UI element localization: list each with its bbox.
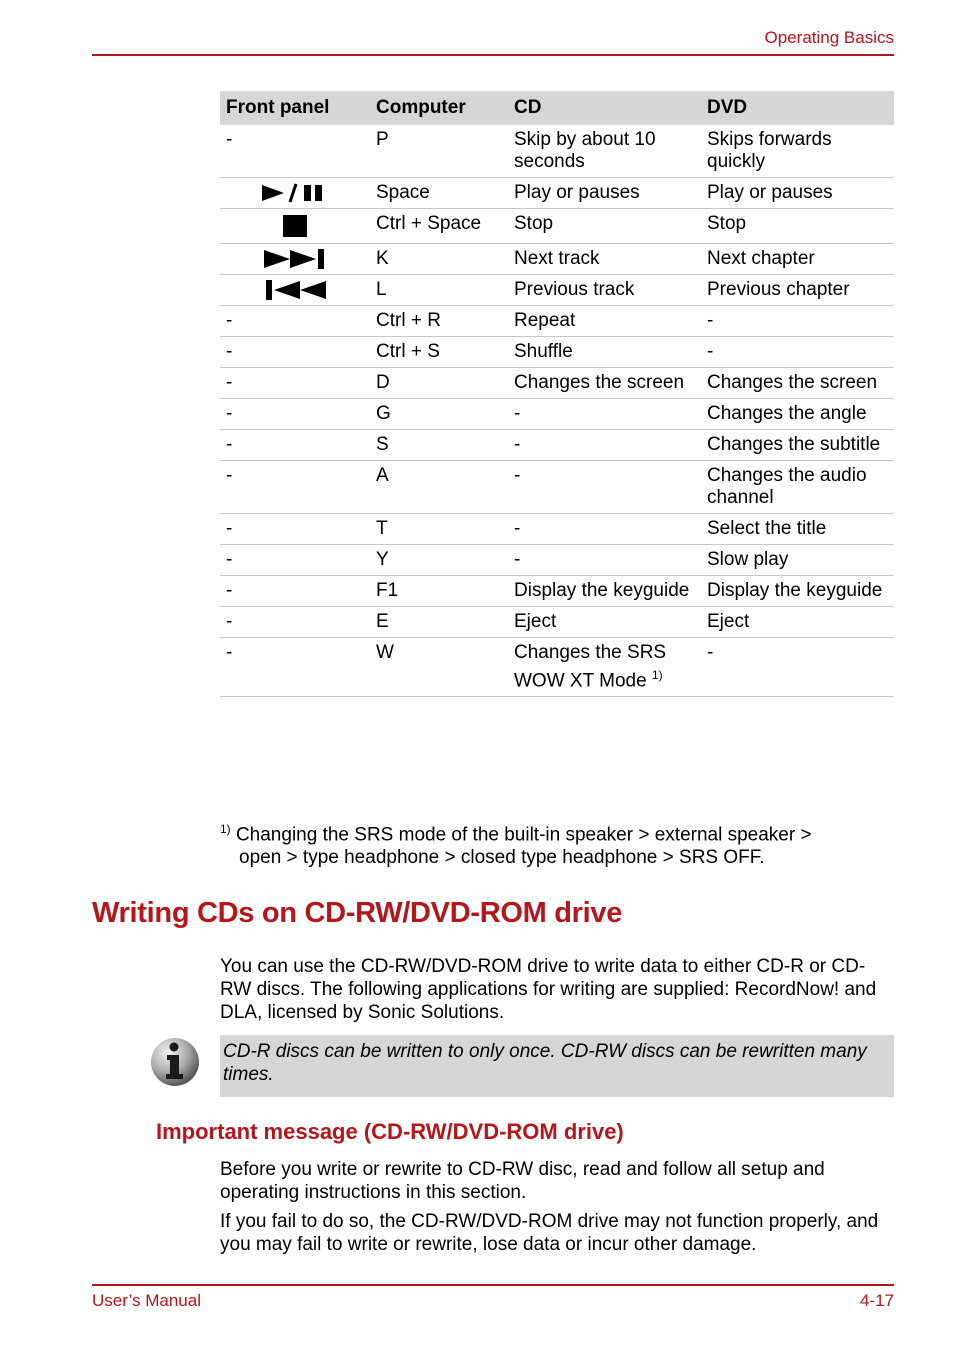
- cd-function-cell: -: [508, 430, 701, 461]
- page-number: 4-17: [859, 1291, 894, 1310]
- cd-function-cell: -: [508, 545, 701, 576]
- cd-function-cell: -: [508, 399, 701, 430]
- table-row: [220, 430, 894, 461]
- cd-function-cell: Next track: [508, 244, 701, 275]
- computer-key-cell: A: [370, 461, 508, 514]
- computer-key-cell: T: [370, 514, 508, 545]
- front-panel-cell: -: [220, 368, 370, 399]
- computer-key-cell: Ctrl + S: [370, 337, 508, 368]
- table-row: [220, 607, 894, 638]
- table-row: [220, 178, 894, 209]
- dvd-function-cell: Stop: [701, 209, 894, 244]
- cd-function-cell: Shuffle: [508, 337, 701, 368]
- table-row: [220, 275, 894, 306]
- front-panel-cell: -: [220, 337, 370, 368]
- dvd-function-cell: Previous chapter: [701, 275, 894, 306]
- table-row: [220, 576, 894, 607]
- cd-function-cell: Display the keyguide: [508, 576, 701, 607]
- footnote: [220, 818, 880, 869]
- paragraph-warning: If you fail to do so, the CD-RW/DVD-ROM drive may not function properly, and you may fail to write or rewrite, lose data or incur other damage.: [220, 1211, 879, 1255]
- footnote-reference: 1): [651, 668, 663, 683]
- running-header: Operating Basics: [764, 28, 894, 47]
- intro-paragraph: You can use the CD-RW/DVD-ROM drive to write data to either CD-R or CD-RW discs. The following applications for writing are supplied: RecordNow! and DLA, licensed by Sonic Solutions.: [220, 956, 877, 1023]
- column-header-front-panel: Front panel: [220, 91, 370, 125]
- front-panel-cell: -: [220, 576, 370, 607]
- computer-key-cell: Ctrl + R: [370, 306, 508, 337]
- previous-track-icon: [264, 279, 326, 301]
- info-icon: [149, 1036, 201, 1088]
- computer-key-cell: S: [370, 430, 508, 461]
- cd-function-cell: -: [508, 461, 701, 514]
- dvd-function-cell: Slow play: [701, 545, 894, 576]
- stop-icon: [282, 213, 308, 239]
- front-panel-cell: [220, 244, 370, 275]
- front-panel-cell: -: [220, 638, 370, 697]
- front-panel-cell: -: [220, 607, 370, 638]
- dvd-function-cell: -: [701, 337, 894, 368]
- computer-key-cell: P: [370, 125, 508, 178]
- computer-key-cell: Ctrl + Space: [370, 209, 508, 244]
- computer-key-cell: F1: [370, 576, 508, 607]
- cd-function-cell: Eject: [508, 607, 701, 638]
- table-row: [220, 337, 894, 368]
- note-text: CD-R discs can be written to only once. CD-RW discs can be rewritten many times.: [223, 1041, 867, 1085]
- play-pause-icon: [262, 182, 328, 204]
- dvd-function-cell: Select the title: [701, 514, 894, 545]
- computer-key-cell: D: [370, 368, 508, 399]
- computer-key-cell: K: [370, 244, 508, 275]
- front-panel-cell: -: [220, 399, 370, 430]
- cd-function-cell: Changes the screen: [508, 368, 701, 399]
- table-header-row: [220, 91, 894, 125]
- dvd-function-cell: Display the keyguide: [701, 576, 894, 607]
- dvd-function-cell: Next chapter: [701, 244, 894, 275]
- table-row: [220, 514, 894, 545]
- table-row: [220, 244, 894, 275]
- dvd-function-cell: Skips forwards quickly: [701, 125, 894, 178]
- column-header-cd: CD: [508, 91, 701, 125]
- dvd-function-cell: Changes the screen: [701, 368, 894, 399]
- table-row: [220, 545, 894, 576]
- cd-function-cell: -: [508, 514, 701, 545]
- computer-key-cell: Space: [370, 178, 508, 209]
- footnote-line2: open > type headphone > closed type headphone > SRS OFF.: [239, 847, 765, 869]
- cd-function-cell: Repeat: [508, 306, 701, 337]
- footnote-mark: 1): [220, 822, 231, 836]
- front-panel-cell: -: [220, 514, 370, 545]
- front-panel-cell: [220, 178, 370, 209]
- table-row: [220, 399, 894, 430]
- dvd-function-cell: Eject: [701, 607, 894, 638]
- dvd-function-cell: Changes the audio channel: [701, 461, 894, 514]
- cd-function-cell: Previous track: [508, 275, 701, 306]
- dvd-function-cell: Play or pauses: [701, 178, 894, 209]
- dvd-function-cell: Changes the subtitle: [701, 430, 894, 461]
- subsection-heading: Important message (CD-RW/DVD-ROM drive): [156, 1119, 624, 1144]
- key-function-table: [220, 91, 894, 697]
- front-panel-cell: -: [220, 430, 370, 461]
- footer-manual-title: User’s Manual: [92, 1291, 201, 1310]
- footer-rule: [92, 1284, 894, 1286]
- dvd-function-cell: Changes the angle: [701, 399, 894, 430]
- column-header-computer: Computer: [370, 91, 508, 125]
- cd-function-text: Changes the SRS WOW XT Mode: [514, 642, 667, 692]
- computer-key-cell: G: [370, 399, 508, 430]
- table-row: [220, 368, 894, 399]
- dvd-function-cell: -: [701, 306, 894, 337]
- cd-function-cell: Stop: [508, 209, 701, 244]
- front-panel-cell: -: [220, 125, 370, 178]
- front-panel-cell: -: [220, 545, 370, 576]
- table-row: [220, 638, 894, 697]
- column-header-dvd: DVD: [701, 91, 894, 125]
- computer-key-cell: L: [370, 275, 508, 306]
- table-row: [220, 125, 894, 178]
- computer-key-cell: E: [370, 607, 508, 638]
- front-panel-cell: -: [220, 461, 370, 514]
- paragraph-instructions: Before you write or rewrite to CD-RW disc, read and follow all setup and operating instructions in this section.: [220, 1159, 825, 1203]
- table-row: [220, 209, 894, 244]
- note-box: [220, 1035, 894, 1097]
- front-panel-cell: [220, 209, 370, 244]
- section-heading: Writing CDs on CD-RW/DVD-ROM drive: [92, 897, 623, 929]
- cd-function-cell: [508, 638, 701, 697]
- cd-function-cell: Skip by about 10 seconds: [508, 125, 701, 178]
- next-track-icon: [264, 248, 326, 270]
- cd-function-cell: Play or pauses: [508, 178, 701, 209]
- table-row: [220, 306, 894, 337]
- computer-key-cell: W: [370, 638, 508, 697]
- table-row: [220, 461, 894, 514]
- footnote-line1: Changing the SRS mode of the built-in speaker > external speaker >: [235, 824, 812, 846]
- front-panel-cell: -: [220, 306, 370, 337]
- front-panel-cell: [220, 275, 370, 306]
- header-rule: [92, 54, 894, 56]
- computer-key-cell: Y: [370, 545, 508, 576]
- dvd-function-cell: -: [701, 638, 894, 697]
